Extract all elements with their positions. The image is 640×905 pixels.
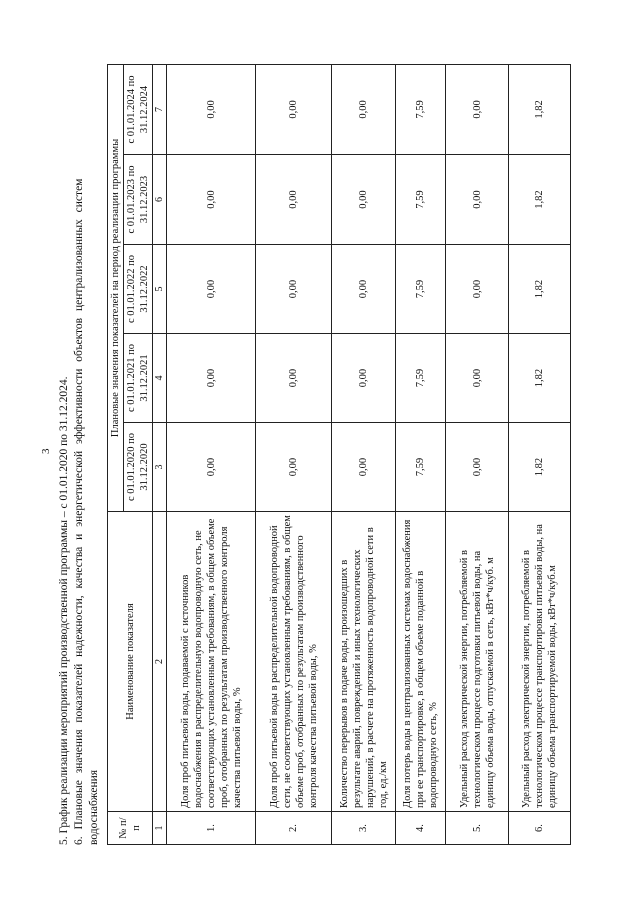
row-name: Доля проб питьевой воды в распределительной водопроводной сети, не соответствующих установленным требованиям, в общем объеме проб, отобранных по результатам производственного контроля качества питьевой воды, %: [256, 512, 332, 812]
header-name: Наименование показателя: [108, 512, 153, 812]
row-value: 0,00: [446, 245, 509, 334]
row-value: 0,00: [332, 245, 396, 334]
row-value: 0,00: [446, 423, 509, 512]
row-value: 0,00: [256, 64, 332, 154]
row-num: 4.: [396, 812, 446, 845]
row-value: 0,00: [332, 423, 396, 512]
col-index: 3: [153, 423, 167, 512]
row-value: 0,00: [256, 155, 332, 245]
col-index: 4: [153, 334, 167, 423]
row-value: 1,82: [509, 334, 571, 423]
header-period: с 01.01.2022 по 31.12.2022: [124, 245, 153, 334]
col-index: 2: [153, 512, 167, 812]
heading-schedule: 5. График реализации мероприятий производственной программы – с 01.01.2020 по 31.12.2024.: [58, 376, 70, 845]
table-header-row: [108, 64, 124, 844]
row-value: 0,00: [446, 334, 509, 423]
header-period: с 01.01.2023 по 31.12.2023: [124, 155, 153, 245]
heading-indicators: 6. Плановые значения показателей надежности, качества и энергетической эффективности объектов централизованных систем: [73, 178, 85, 845]
header-group: Плановые значения показателей на период реализации программы: [108, 64, 124, 511]
header-num: № п/п: [108, 812, 153, 845]
row-value: 0,00: [332, 334, 396, 423]
row-value: 1,82: [509, 423, 571, 512]
table-row: [256, 64, 332, 844]
row-value: 7,59: [396, 423, 446, 512]
row-value: 0,00: [256, 245, 332, 334]
row-num: 1.: [167, 812, 256, 845]
row-value: 1,82: [509, 155, 571, 245]
row-name: Удельный расход электрической энергии, потребляемой в технологическом процессе подготовки питьевой воды, на единицу объема воды, отпускаемой в сеть, кВт*ч/куб. м: [446, 512, 509, 812]
row-name: Доля потерь воды в централизованных системах водоснабжения при ее транспортировке, в общем объеме поданной в водопроводную сеть, %: [396, 512, 446, 812]
row-value: 0,00: [332, 64, 396, 154]
row-name: Количество перерывов в подаче воды, произошедших в результате аварий, повреждений и иных технологических нарушений, в расчете на протяженность водопроводной сети в год, ед./км: [332, 512, 396, 812]
row-value: 0,00: [167, 334, 256, 423]
row-value: 7,59: [396, 155, 446, 245]
table-index-row: [153, 64, 167, 844]
row-value: 7,59: [396, 64, 446, 154]
col-index: 6: [153, 155, 167, 245]
header-period: с 01.01.2021 по 31.12.2021: [124, 334, 153, 423]
row-num: 3.: [332, 812, 396, 845]
row-num: 5.: [446, 812, 509, 845]
col-index: 7: [153, 64, 167, 154]
table-row: [446, 64, 509, 844]
row-value: 0,00: [167, 245, 256, 334]
row-num: 2.: [256, 812, 332, 845]
row-value: 0,00: [256, 423, 332, 512]
row-value: 0,00: [446, 64, 509, 154]
col-index: 5: [153, 245, 167, 334]
header-period: с 01.01.2024 по 31.12.2024: [124, 64, 153, 154]
row-value: 7,59: [396, 334, 446, 423]
table-row: [332, 64, 396, 844]
row-value: 1,82: [509, 245, 571, 334]
row-value: 0,00: [167, 64, 256, 154]
header-period: с 01.01.2020 по 31.12.2020: [124, 423, 153, 512]
row-num: 6.: [509, 812, 571, 845]
heading-indicators-cont: водоснабжения: [88, 769, 100, 845]
row-value: 0,00: [332, 155, 396, 245]
row-value: 7,59: [396, 245, 446, 334]
indicators-table: [107, 64, 571, 845]
col-index: 1: [153, 812, 167, 845]
table-row: [167, 64, 256, 844]
row-name: Доля проб питьевой воды, подаваемой с источников водоснабжения в распределительную водопроводную сеть, не соответствующих установленным требованиям, в общем объеме проб, отобранных по результатам производственного контроля качества питьевой воды, %: [167, 512, 256, 812]
row-value: 0,00: [167, 155, 256, 245]
table-row: [509, 64, 571, 844]
row-name: Удельный расход электрической энергии, потребляемой в технологическом процессе транспортировки питьевой воды, на единицу объема транспортируемой воды, кВт*ч/куб.м: [509, 512, 571, 812]
row-value: 0,00: [446, 155, 509, 245]
row-value: 1,82: [509, 64, 571, 154]
page-number: 3: [40, 448, 52, 454]
row-value: 0,00: [256, 334, 332, 423]
row-value: 0,00: [167, 423, 256, 512]
table-row: [396, 64, 446, 844]
